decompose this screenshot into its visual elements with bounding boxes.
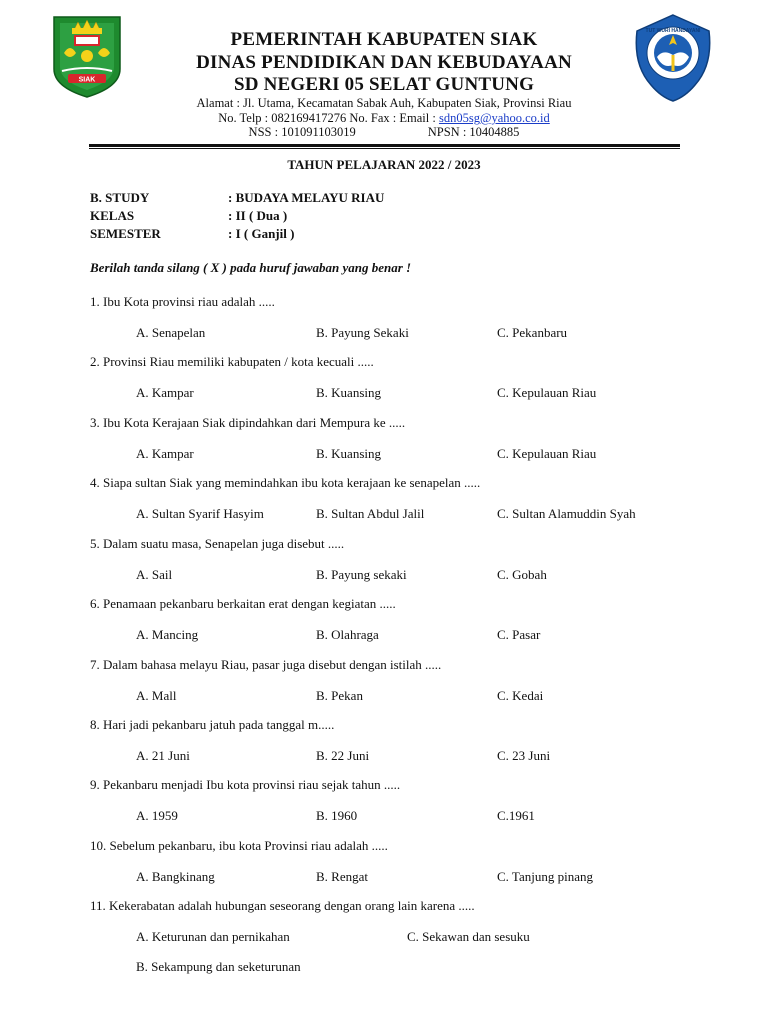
answer-option[interactable]: C. 23 Juni — [497, 748, 551, 763]
answer-option[interactable]: C. Kepulauan Riau — [497, 446, 597, 461]
header-department: DINAS PENDIDIKAN DAN KEBUDAYAAN — [196, 52, 572, 73]
answer-option[interactable]: B. Olahraga — [316, 627, 379, 642]
header-phone: No. Telp : 082169417276 No. Fax : Email : — [218, 111, 439, 125]
answer-option[interactable]: B. Sekampung dan seketurunan — [136, 959, 301, 974]
question-6: 6. Penamaan pekanbaru berkaitan erat dengan kegiatan ..... — [90, 596, 396, 611]
academic-year: TAHUN PELAJARAN 2022 / 2023 — [287, 157, 481, 172]
answer-option[interactable]: A. Keturunan dan pernikahan — [136, 929, 290, 944]
header-government: PEMERINTAH KABUPATEN SIAK — [230, 29, 538, 50]
answer-option[interactable]: C. Kedai — [497, 688, 544, 703]
question-3: 3. Ibu Kota Kerajaan Siak dipindahkan dari Mempura ke ..... — [90, 415, 406, 430]
tut-wuri-logo-text: TUT WURI HANDAYANI — [645, 28, 701, 34]
answer-option[interactable]: A. Kampar — [136, 385, 194, 400]
answer-option[interactable]: C. Pekanbaru — [497, 325, 568, 340]
answer-option[interactable]: C. Pasar — [497, 627, 541, 642]
question-1: 1. Ibu Kota provinsi riau adalah ..... — [90, 294, 275, 309]
header-divider-thin — [89, 148, 680, 149]
npsn-number: NPSN : 10404885 — [427, 125, 520, 139]
answer-option[interactable]: B. Sultan Abdul Jalil — [316, 506, 425, 521]
meta-value: : II ( Dua ) — [228, 208, 288, 223]
meta-key: KELAS — [90, 208, 135, 223]
question-11: 11. Kekerabatan adalah hubungan seseorang dengan orang lain karena ..... — [90, 898, 475, 913]
email-link[interactable]: sdn05sg@yahoo.co.id — [438, 111, 550, 125]
question-10: 10. Sebelum pekanbaru, ibu kota Provinsi riau adalah ..... — [90, 838, 388, 853]
answer-option[interactable]: C. Tanjung pinang — [497, 869, 593, 884]
meta-value: : I ( Ganjil ) — [228, 226, 295, 241]
answer-option[interactable]: A. Senapelan — [136, 325, 206, 340]
header-school-name: SD NEGERI 05 SELAT GUNTUNG — [233, 74, 535, 95]
answer-option[interactable]: B. Payung Sekaki — [316, 325, 409, 340]
answer-option[interactable]: C.1961 — [497, 808, 535, 823]
question-9: 9. Pekanbaru menjadi Ibu kota provinsi riau sejak tahun ..... — [90, 777, 401, 792]
meta-value: : BUDAYA MELAYU RIAU — [228, 190, 385, 205]
answer-option[interactable]: A. Sail — [136, 567, 173, 582]
answer-option[interactable]: A. 21 Juni — [136, 748, 190, 763]
answer-option[interactable]: B. 22 Juni — [316, 748, 370, 763]
answer-option[interactable]: B. Rengat — [316, 869, 368, 884]
answer-option[interactable]: A. Mall — [136, 688, 177, 703]
header-address: Alamat : Jl. Utama, Kecamatan Sabak Auh, Kabupaten Siak, Provinsi Riau — [196, 96, 572, 110]
answer-option[interactable]: B. Kuansing — [316, 446, 381, 461]
answer-option[interactable]: B. 1960 — [316, 808, 358, 823]
meta-key: B. STUDY — [90, 190, 150, 205]
header-divider-thick — [89, 144, 680, 147]
answer-option[interactable]: A. 1959 — [136, 808, 178, 823]
answer-option[interactable]: C. Sekawan dan sesuku — [407, 929, 530, 944]
answer-option[interactable]: A. Bangkinang — [136, 869, 215, 884]
instruction-text: Berilah tanda silang ( X ) pada huruf jawaban yang benar ! — [90, 260, 412, 275]
question-7: 7. Dalam bahasa melayu Riau, pasar juga disebut dengan istilah ..... — [90, 657, 442, 672]
answer-option[interactable]: A. Sultan Syarif Hasyim — [136, 506, 264, 521]
answer-option[interactable]: C. Gobah — [497, 567, 547, 582]
answer-option[interactable]: A. Mancing — [136, 627, 199, 642]
answer-option[interactable]: B. Pekan — [316, 688, 363, 703]
answer-option[interactable]: C. Sultan Alamuddin Syah — [497, 506, 636, 521]
question-5: 5. Dalam suatu masa, Senapelan juga disebut ..... — [90, 536, 345, 551]
answer-option[interactable]: C. Kepulauan Riau — [497, 385, 597, 400]
header-contact — [0, 111, 768, 126]
nss-number: NSS : 101091103019 — [248, 125, 356, 139]
answer-option[interactable]: A. Kampar — [136, 446, 194, 461]
question-4: 4. Siapa sultan Siak yang memindahkan ibu kota kerajaan ke senapelan ..... — [90, 475, 481, 490]
meta-key: SEMESTER — [90, 226, 161, 241]
answer-option[interactable]: B. Kuansing — [316, 385, 381, 400]
question-2: 2. Provinsi Riau memiliki kabupaten / kota kecuali ..... — [90, 354, 374, 369]
answer-option[interactable]: B. Payung sekaki — [316, 567, 407, 582]
question-8: 8. Hari jadi pekanbaru jatuh pada tanggal m..... — [90, 717, 335, 732]
siak-logo-text: SIAK — [78, 76, 96, 84]
header-ids — [0, 125, 768, 140]
